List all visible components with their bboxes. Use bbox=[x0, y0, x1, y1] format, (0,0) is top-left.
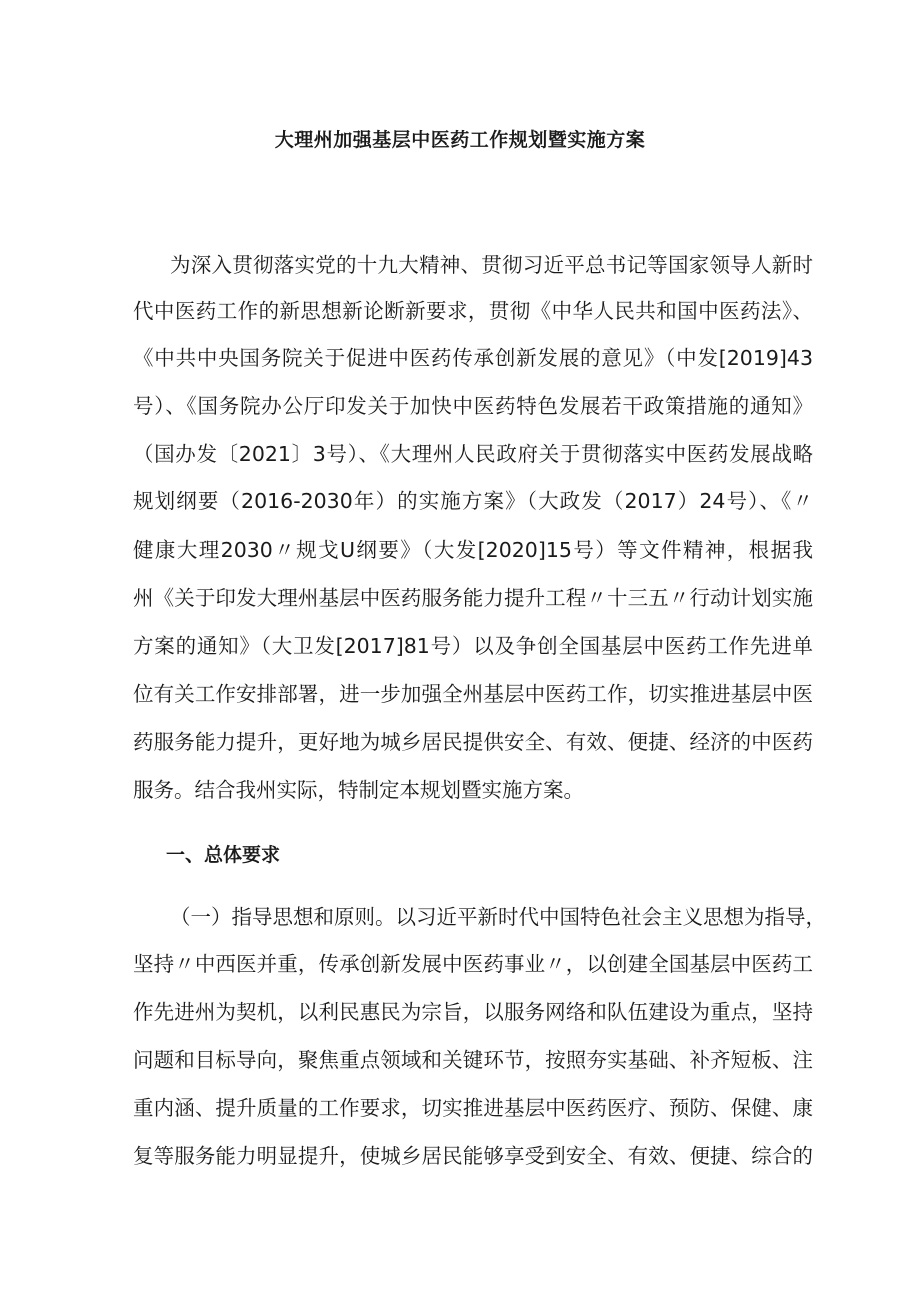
paragraph-line: 号）、《国务院办公厅印发关于加快中医药特色发展若干政策措施的通知》 bbox=[133, 394, 813, 418]
paragraph-line: 《中共中央国务院关于促进中医药传承创新发展的意见》（中发[2019]43 bbox=[133, 346, 813, 370]
paragraph-line: 健康大理2030〃规戈U纲要》（大发[2020]15号）等文件精神，根据我 bbox=[133, 538, 813, 562]
paragraph-line: 为深入贯彻落实党的十九大精神、贯彻习近平总书记等国家领导人新时 bbox=[170, 253, 813, 277]
paragraph-line: 药服务能力提升，更好地为城乡居民提供安全、有效、便捷、经济的中医药 bbox=[133, 730, 813, 754]
paragraph-line: 作先进州为契机，以利民惠民为宗旨，以服务网络和队伍建设为重点，坚持 bbox=[133, 1000, 813, 1024]
paragraph-line: 重内涵、提升质量的工作要求，切实推进基层中医药医疗、预防、保健、康 bbox=[133, 1096, 813, 1120]
paragraph-line: 代中医药工作的新思想新论断新要求，贯彻《中华人民共和国中医药法》、 bbox=[133, 299, 813, 323]
paragraph-line: 坚持〃中西医并重，传承创新发展中医药事业〃，以创建全国基层中医药工 bbox=[133, 952, 813, 976]
paragraph-line: 规划纲要（2016-2030年）的实施方案》（大政发（2017）24号）、《〃 bbox=[133, 489, 813, 513]
document-title: 大理州加强基层中医药工作规划暨实施方案 bbox=[274, 129, 646, 151]
section-heading: 一、总体要求 bbox=[166, 844, 281, 866]
paragraph-line: （一）指导思想和原则。以习近平新时代中国特色社会主义思想为指导， bbox=[170, 905, 826, 929]
paragraph-line: 复等服务能力明显提升，使城乡居民能够享受到安全、有效、便捷、综合的 bbox=[133, 1144, 813, 1168]
paragraph-line: 州《关于印发大理州基层中医药服务能力提升工程〃十三五〃行动计划实施 bbox=[133, 586, 813, 610]
paragraph-line: 服务。结合我州实际，特制定本规划暨实施方案。 bbox=[133, 778, 584, 802]
paragraph-line: 位有关工作安排部署，进一步加强全州基层中医药工作，切实推进基层中医 bbox=[133, 682, 813, 706]
paragraph-line: 方案的通知》（大卫发[2017]81号）以及争创全国基层中医药工作先进单 bbox=[133, 634, 813, 658]
paragraph-line: （国办发〔2021〕3号）、《大理州人民政府关于贯彻落实中医药发展战略 bbox=[133, 442, 813, 466]
paragraph-line: 问题和目标导向，聚焦重点领域和关键环节，按照夯实基础、补齐短板、注 bbox=[133, 1048, 813, 1072]
